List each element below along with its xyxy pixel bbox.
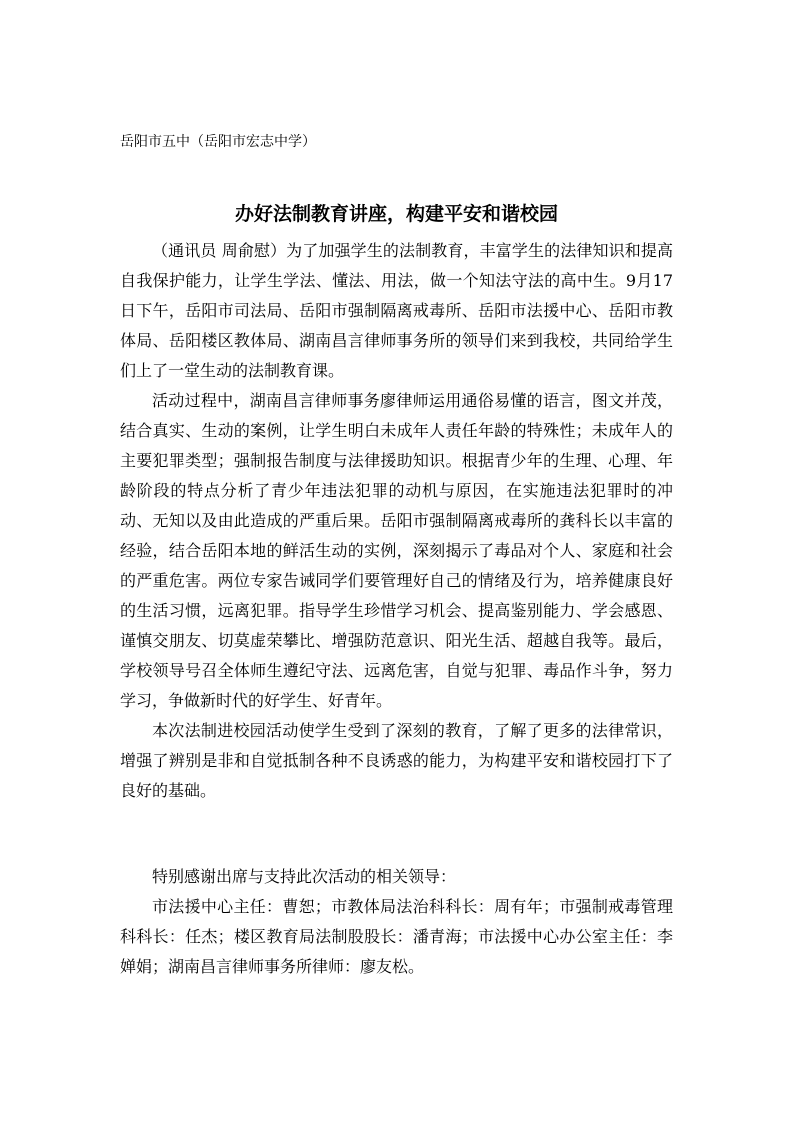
- paragraph-conclusion: 本次法制进校园活动使学生受到了深刻的教育，了解了更多的法律常识，增强了辨别是非和自觉抵制各种不良诱惑的能力，为构建平安和谐校园打下了良好的基础。: [120, 721, 673, 800]
- thanks-heading: 特别感谢出席与支持此次活动的相关领导：: [152, 867, 457, 886]
- thanks-list: 市法援中心主任：曹恕；市教体局法治科科长：周有年；市强制戒毒管理科科长：任杰；楼区教育局法制股股长：潘青海；市法援中心办公室主任：李婵娟；湖南昌言律师事务所律师：廖友松。: [120, 897, 673, 976]
- paragraph-activity: 活动过程中，湖南昌言律师事务廖律师运用通俗易懂的语言，图文并茂，结合真实、生动的案例，让学生明白未成年人责任年龄的特殊性；未成年人的主要犯罪类型；强制报告制度与法律援助知识。根据青少年的生理、心理、年龄阶段的特点分析了青少年违法犯罪的动机与原因，在实施违法犯罪时的冲动、无知以及由此造成的严重后果。岳阳市强制隔离戒毒所的龚科长以丰富的经验，结合岳阳本地的鲜活生动的实例，深刻揭示了毒品对个人、家庭和社会的严重危害。两位专家告诫同学们要管理好自己的情绪及行为，培养健康良好的生活习惯，远离犯罪。指导学生珍惜学习机会、提高鉴别能力、学会感恩、谨慎交朋友、切莫虚荣攀比、增强防范意识、阳光生活、超越自我等。最后，学校领导号召全体师生遵纪守法、远离危害，自觉与犯罪、毒品作斗争，努力学习，争做新时代的好学生、好青年。: [120, 391, 673, 710]
- article-body: [120, 236, 673, 806]
- paragraph-intro: （通讯员 周俞慰）为了加强学生的法制教育，丰富学生的法律知识和提高自我保护能力，让学生学法、懂法、用法，做一个知法守法的高中生。9月17日下午，岳阳市司法局、岳阳市强制隔离戒毒所、岳阳市法援中心、岳阳市教体局、岳阳楼区教体局、湖南昌言律师事务所的领导们来到我校，共同给学生们上了一堂生动的法制教育课。: [120, 241, 673, 380]
- school-name: 岳阳市五中（岳阳市宏志中学）: [120, 134, 316, 150]
- acknowledgements: [120, 862, 673, 982]
- article-title: 办好法制教育讲座，构建平安和谐校园: [234, 203, 558, 225]
